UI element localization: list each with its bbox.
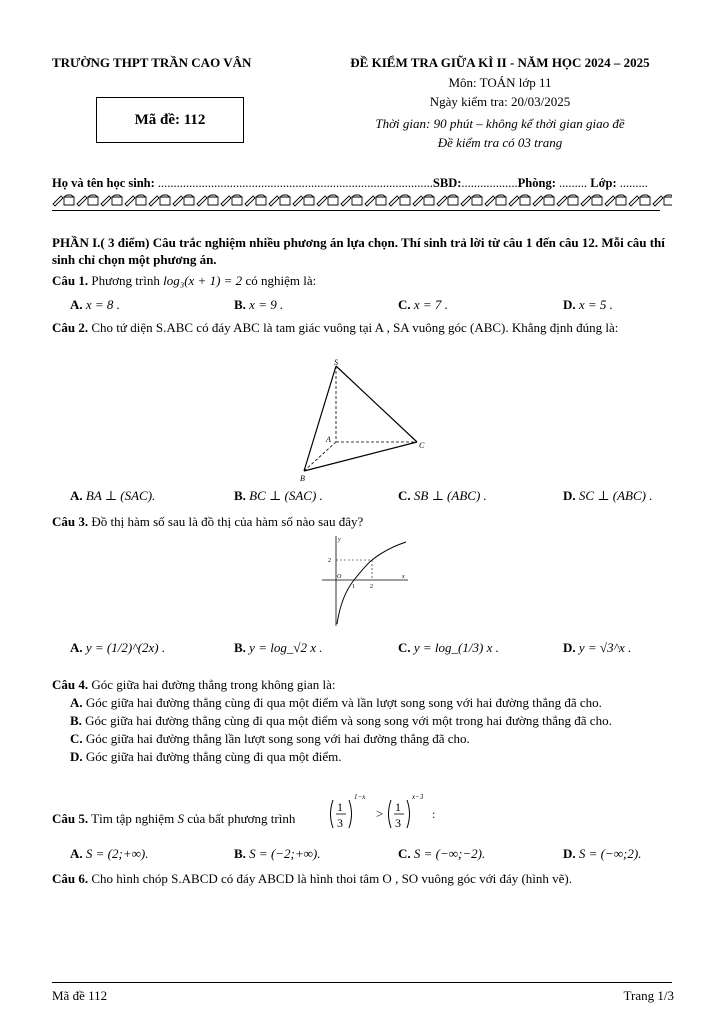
question-5-text-b: của bất phương trình xyxy=(187,811,296,826)
label-a: A xyxy=(326,435,331,444)
q1-option-c[interactable]: C. x = 7 . xyxy=(398,297,448,312)
label-b: B xyxy=(300,474,305,483)
exam-title: ĐỀ KIỂM TRA GIỮA KÌ II - NĂM HỌC 2024 – 2025 xyxy=(350,55,650,70)
question-1-text-a: Phương trình xyxy=(91,273,160,288)
graph-y-label: y xyxy=(338,537,341,543)
label-c: C xyxy=(419,441,425,450)
footer-exam-code: Mã đề 112 xyxy=(52,988,108,1003)
class-dots: ......... xyxy=(619,176,648,190)
q1-option-d[interactable]: D. x = 5 . xyxy=(563,297,613,312)
pages-note: Đề kiểm tra có 03 trang xyxy=(437,135,563,150)
q2-option-c[interactable]: C. SB ⊥ (ABC) . xyxy=(398,488,487,503)
svg-text:3: 3 xyxy=(395,816,401,830)
question-3-options xyxy=(0,640,725,666)
question-3-text: Đồ thị hàm số sau là đồ thị của hàm số nào sau đây? xyxy=(91,514,364,529)
q5-option-d[interactable]: D. S = (−∞;2). xyxy=(563,846,642,861)
question-2 xyxy=(52,319,677,337)
graph-origin-label: O xyxy=(337,574,342,580)
name-label: Họ và tên học sinh: xyxy=(52,176,155,190)
q3-option-a[interactable]: A. y = (1/2)^(2x) . xyxy=(70,640,166,655)
section-1-title: PHẦN I.( 3 điểm) Câu trắc nghiệm nhiều phương án lựa chọn. Thí sinh trả lời từ câu 1 đến câu 12. Mỗi câu thí sinh chỉ chọn một phương án. xyxy=(52,235,665,267)
q3-option-b[interactable]: B. y = log_√2 x . xyxy=(234,640,323,655)
svg-text:x−3: x−3 xyxy=(412,793,424,801)
graph-x-label: x xyxy=(402,574,405,580)
room-label: Phòng: xyxy=(517,176,556,190)
graph-x-tick-2: 2 xyxy=(370,584,373,590)
sbd-dots: .................. xyxy=(461,176,518,190)
exam-duration: Thời gian: 90 phút – không kể thời gian giao đề xyxy=(375,116,625,131)
svg-text:3: 3 xyxy=(337,816,343,830)
q5-option-b[interactable]: B. S = (−2;+∞). xyxy=(234,846,321,861)
question-1-label: Câu 1. xyxy=(52,273,89,288)
question-5-var: S xyxy=(177,811,184,826)
q4-option-c[interactable]: C. Góc giữa hai đường thẳng lần lượt song song với hai đường thẳng đã cho. xyxy=(70,731,470,746)
q2-option-b[interactable]: B. BC ⊥ (SAC) . xyxy=(234,488,323,503)
q2-option-d[interactable]: D. SC ⊥ (ABC) . xyxy=(563,488,653,503)
q1-option-a[interactable]: A. x = 8 . xyxy=(70,297,120,312)
question-1-options xyxy=(0,297,725,315)
question-5-options xyxy=(0,846,725,864)
svg-text:1: 1 xyxy=(337,800,343,814)
footer-divider xyxy=(52,982,672,983)
exam-code-box xyxy=(96,97,244,143)
svg-text:1−x: 1−x xyxy=(354,793,366,801)
graph-y-tick: 2 xyxy=(328,558,331,564)
room-dots: ......... xyxy=(558,176,588,190)
label-s: S xyxy=(334,358,338,367)
question-3-label: Câu 3. xyxy=(52,514,89,529)
class-label: Lớp: xyxy=(590,176,617,190)
question-6 xyxy=(52,870,677,888)
q3-option-d[interactable]: D. y = √3^x . xyxy=(563,640,632,655)
svg-text:1: 1 xyxy=(395,800,401,814)
question-1-text-b: có nghiệm là: xyxy=(245,273,317,288)
question-6-text: Cho hình chóp S.ABCD có đáy ABCD là hình thoi tâm O , SO vuông góc với đáy (hình vẽ). xyxy=(91,871,573,886)
exam-date: Ngày kiểm tra: 20/03/2025 xyxy=(429,94,571,109)
q1-option-b[interactable]: B. x = 9 . xyxy=(234,297,284,312)
question-4 xyxy=(52,676,677,766)
q3-option-c[interactable]: C. y = log_(1/3) x . xyxy=(398,640,499,655)
question-5-text-a: Tìm tập nghiệm xyxy=(91,811,175,826)
tetrahedron-figure xyxy=(290,356,440,484)
question-6-label: Câu 6. xyxy=(52,871,89,886)
q4-option-b[interactable]: B. Góc giữa hai đường thẳng cùng đi qua một điểm và song song với một trong hai đường thẳng đã cho. xyxy=(70,713,612,728)
footer-page-number: Trang 1/3 xyxy=(623,988,674,1003)
question-4-label: Câu 4. xyxy=(52,677,89,692)
svg-text:>: > xyxy=(376,806,384,821)
name-dots: ........................................................................................ xyxy=(157,176,433,190)
exam-code: Mã đề: 112 xyxy=(134,111,206,128)
question-4-text: Góc giữa hai đường thẳng trong không gian là: xyxy=(91,677,336,692)
question-2-text: Cho tứ diện S.ABC có đáy ABC là tam giác vuông tại A , SA vuông góc (ABC). Khẳng định đúng là: xyxy=(91,320,619,335)
question-5-label: Câu 5. xyxy=(52,811,89,826)
subject-line: Môn: TOÁN lớp 11 xyxy=(448,75,552,90)
question-2-label: Câu 2. xyxy=(52,320,89,335)
school-name: TRƯỜNG THPT TRẦN CAO VÂN xyxy=(52,55,252,70)
question-1-math: log₃(x + 1) = 2 xyxy=(163,273,243,288)
inequality-formula xyxy=(328,790,440,838)
q4-option-d[interactable]: D. Góc giữa hai đường thẳng cùng đi qua một điểm. xyxy=(70,749,342,764)
question-1 xyxy=(52,272,677,290)
question-2-options xyxy=(0,488,725,506)
sbd-label: SBD: xyxy=(432,176,462,190)
student-info-line xyxy=(52,176,712,191)
q2-option-a[interactable]: A. BA ⊥ (SAC). xyxy=(70,488,156,503)
q5-option-c[interactable]: C. S = (−∞;−2). xyxy=(398,846,486,861)
q5-option-a[interactable]: A. S = (2;+∞). xyxy=(70,846,149,861)
pencil-decoration-icon xyxy=(52,193,672,207)
log-graph-figure xyxy=(318,532,410,628)
header-divider xyxy=(52,210,660,211)
svg-text::: : xyxy=(432,807,436,821)
graph-x-tick-1: 1 xyxy=(352,584,355,590)
q4-option-a[interactable]: A. Góc giữa hai đường thẳng cùng đi qua một điểm và lần lượt song song với hai đường thẳng đã cho. xyxy=(70,695,602,710)
question-3 xyxy=(52,513,677,531)
